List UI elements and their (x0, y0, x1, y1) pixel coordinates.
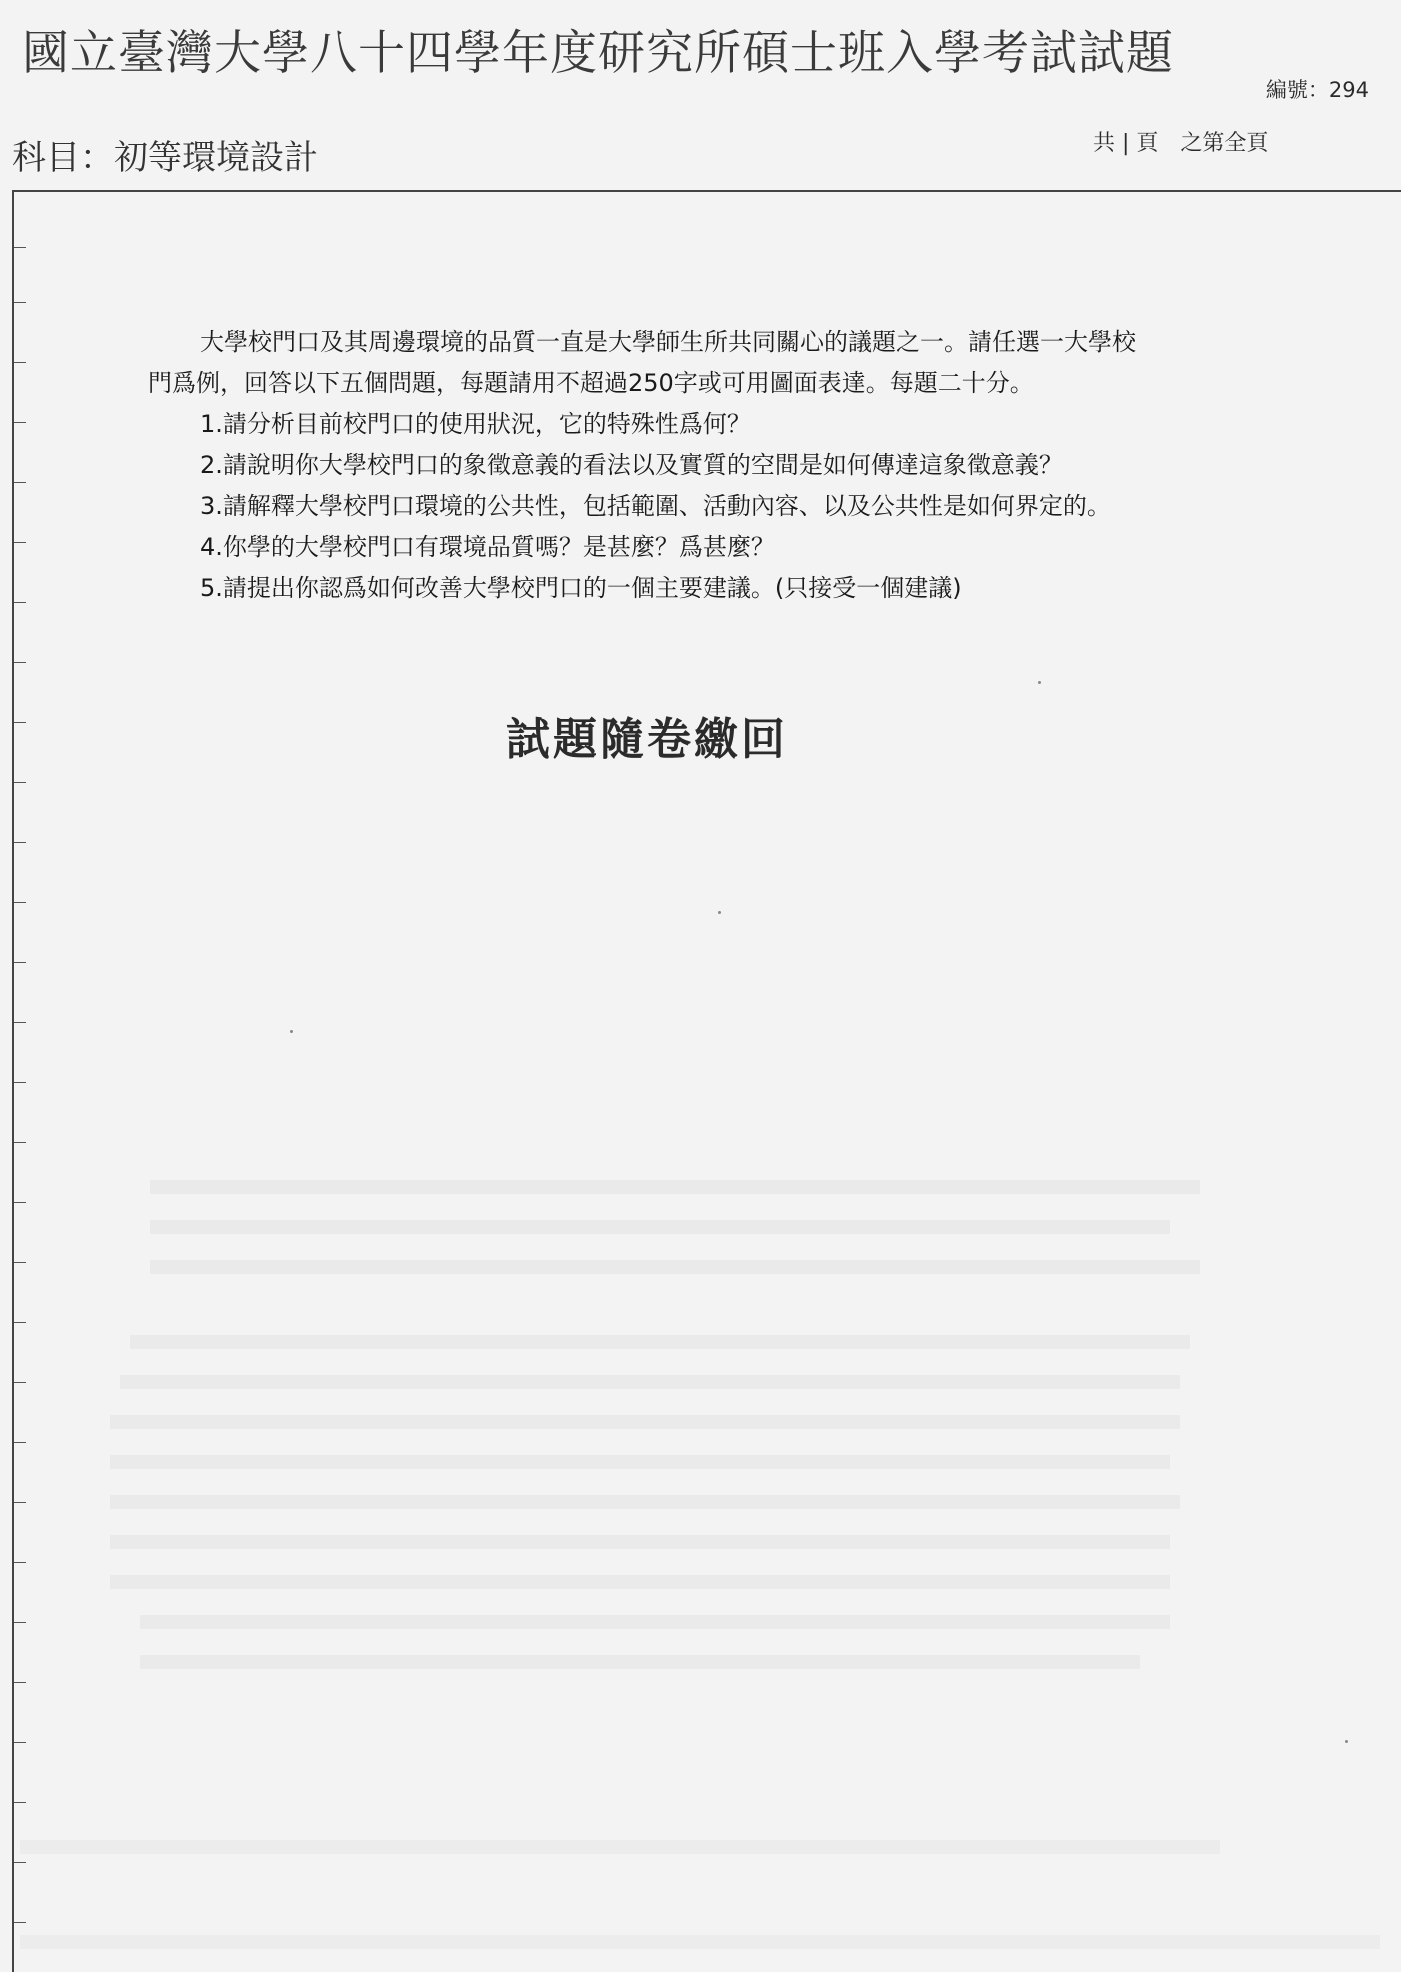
margin-tick (14, 1502, 26, 1503)
margin-tick (14, 1862, 26, 1863)
margin-tick (14, 1322, 26, 1323)
margin-tick (14, 1262, 26, 1263)
scan-speck (718, 911, 721, 914)
margin-tick (14, 362, 26, 363)
scan-speck (290, 1030, 293, 1033)
page-count: 共 | 頁 之第全頁 (1093, 131, 1269, 156)
margin-tick (14, 722, 26, 723)
scan-speck (1038, 681, 1041, 684)
margin-tick (14, 662, 26, 663)
question-3: 3.請解釋大學校門口環境的公共性，包括範圍、活動內容、以及公共性是如何界定的。 (200, 492, 1111, 520)
intro-paragraph-line-1: 大學校門口及其周邊環境的品質一直是大學師生所共同關心的議題之一。請任選一大學校 (200, 328, 1136, 356)
subject-label: 科目：初等環境設計 (12, 138, 318, 178)
margin-tick (14, 542, 26, 543)
margin-tick (14, 482, 26, 483)
margin-tick (14, 782, 26, 783)
question-5: 5.請提出你認爲如何改善大學校門口的一個主要建議。(只接受一個建議) (200, 574, 962, 602)
margin-tick (14, 1442, 26, 1443)
exam-code: 編號：294 (1265, 78, 1369, 102)
intro-paragraph-line-2: 門爲例，回答以下五個問題，每題請用不超過250字或可用圖面表達。每題二十分。 (148, 369, 1034, 397)
exam-body (148, 322, 1288, 609)
return-stamp: 試題隨卷繳回 (506, 714, 788, 765)
margin-tick (14, 422, 26, 423)
margin-tick (14, 1022, 26, 1023)
margin-tick (14, 902, 26, 903)
margin-tick (14, 602, 26, 603)
margin-tick (14, 247, 26, 248)
question-2: 2.請說明你大學校門口的象徵意義的看法以及實質的空間是如何傳達這象徵意義？ (200, 451, 1063, 479)
scan-speck (1345, 1740, 1348, 1743)
margin-tick (14, 1622, 26, 1623)
margin-tick (14, 1742, 26, 1743)
margin-tick (14, 1562, 26, 1563)
margin-tick (14, 1922, 26, 1923)
margin-tick (14, 302, 26, 303)
margin-tick (14, 1202, 26, 1203)
margin-tick (14, 842, 26, 843)
question-4: 4.你學的大學校門口有環境品質嗎？是甚麼？爲甚麼？ (200, 533, 775, 561)
exam-title: 國立臺灣大學八十四學年度研究所碩士班入學考試試題 (22, 26, 1174, 81)
margin-tick (14, 1682, 26, 1683)
margin-tick (14, 1082, 26, 1083)
margin-tick (14, 1382, 26, 1383)
margin-tick (14, 1142, 26, 1143)
question-1: 1.請分析目前校門口的使用狀況，它的特殊性爲何？ (200, 410, 751, 438)
margin-tick (14, 1802, 26, 1803)
margin-tick (14, 962, 26, 963)
